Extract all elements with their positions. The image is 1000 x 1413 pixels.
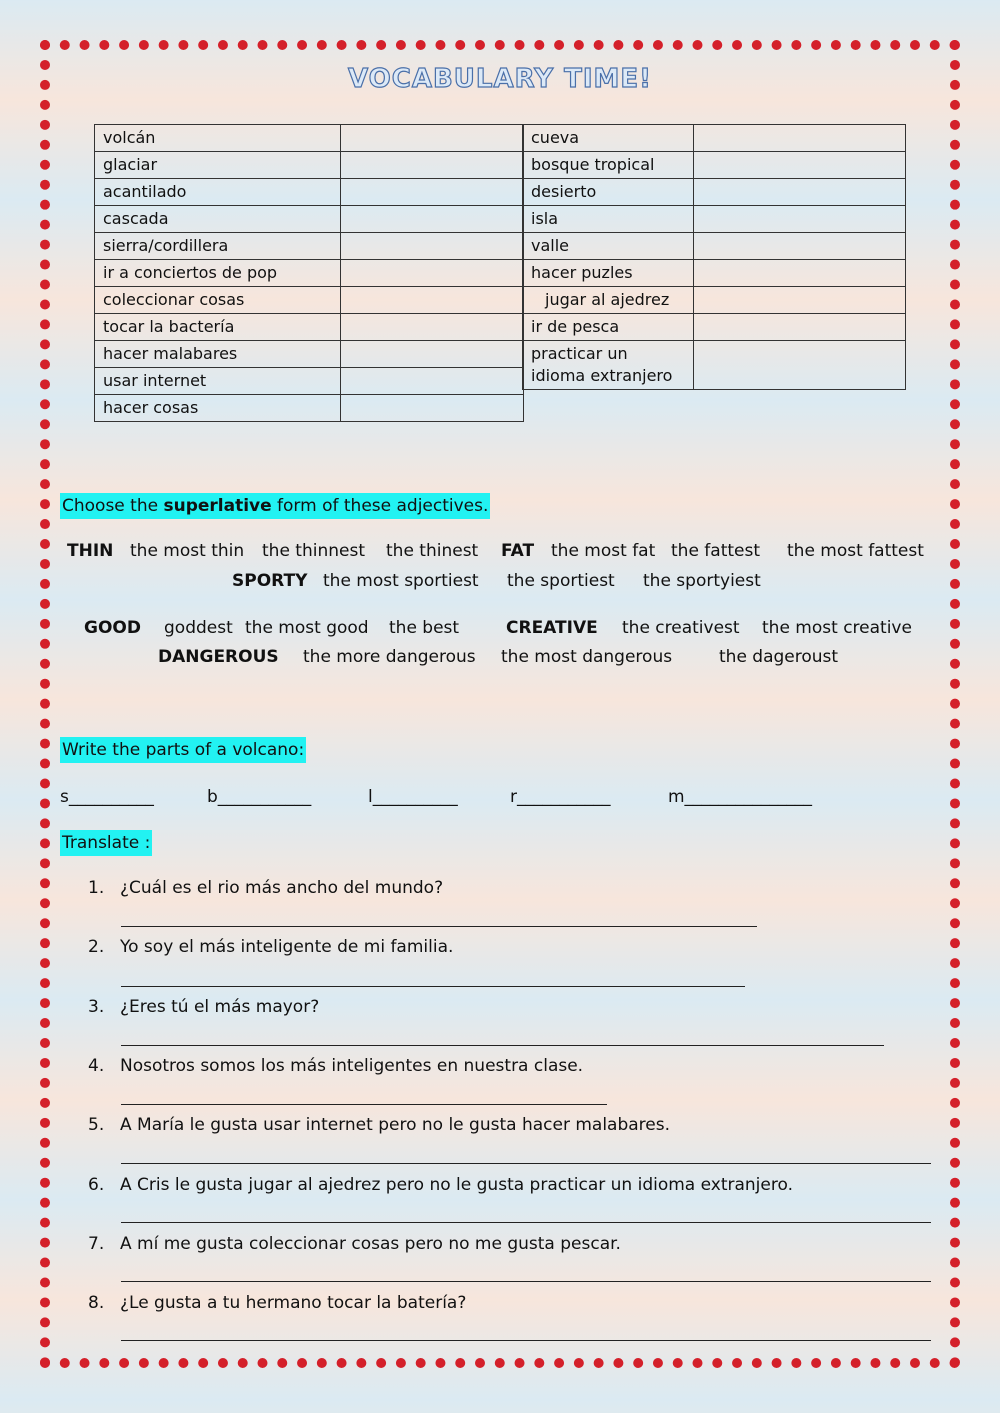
vocab-word: hacer malabares xyxy=(95,341,341,368)
answer-line[interactable] xyxy=(121,986,745,987)
list-item: 7. A mí me gusta coleccionar cosas pero no me gusta pescar. xyxy=(88,1234,621,1254)
adjective-good: GOOD xyxy=(84,618,141,638)
list-item: 8. ¿Le gusta a tu hermano tocar la batería? xyxy=(88,1293,467,1313)
answer-cell[interactable] xyxy=(341,206,524,233)
vocab-word: ir de pesca xyxy=(523,314,694,341)
answer-cell[interactable] xyxy=(694,206,906,233)
answer-line[interactable] xyxy=(121,1222,931,1223)
table-row xyxy=(523,260,906,287)
volcano-blank[interactable]: r___________ xyxy=(510,787,611,807)
volcano-blank[interactable]: l__________ xyxy=(368,787,458,807)
list-item: 6. A Cris le gusta jugar al ajedrez pero no le gusta practicar un idioma extranjero. xyxy=(88,1175,793,1195)
vocab-word: bosque tropical xyxy=(523,152,694,179)
option[interactable]: the sportyiest xyxy=(643,571,761,591)
list-item: 1. ¿Cuál es el rio más ancho del mundo? xyxy=(88,878,444,898)
option[interactable]: the most sportiest xyxy=(323,571,479,591)
table-row xyxy=(95,125,524,152)
option[interactable]: the most fattest xyxy=(787,541,924,561)
superlative-instruction: Choose the superlative form of these adjectives. xyxy=(60,493,490,519)
answer-cell[interactable] xyxy=(341,152,524,179)
answer-cell[interactable] xyxy=(341,260,524,287)
adjective-fat: FAT xyxy=(501,541,535,561)
list-item: 4. Nosotros somos los más inteligentes en nuestra clase. xyxy=(88,1056,584,1076)
answer-line[interactable] xyxy=(121,1163,931,1164)
answer-cell[interactable] xyxy=(694,287,906,314)
vocab-word: hacer puzles xyxy=(523,260,694,287)
answer-cell[interactable] xyxy=(694,125,906,152)
page-title: VOCABULARY TIME! xyxy=(348,64,652,94)
vocab-word: isla xyxy=(523,206,694,233)
table-row xyxy=(95,368,524,395)
table-row xyxy=(95,260,524,287)
adjective-creative: CREATIVE xyxy=(506,618,598,638)
list-item: 2. Yo soy el más inteligente de mi familia. xyxy=(88,937,454,957)
option[interactable]: the creativest xyxy=(622,618,740,638)
option[interactable]: the best xyxy=(389,618,460,638)
vocab-word: cueva xyxy=(523,125,694,152)
volcano-instruction: Write the parts of a volcano: xyxy=(60,737,306,763)
vocab-word: volcán xyxy=(95,125,341,152)
volcano-blank[interactable]: b___________ xyxy=(207,787,312,807)
volcano-blank[interactable]: m_______________ xyxy=(668,787,813,807)
table-row xyxy=(95,314,524,341)
option[interactable]: the fattest xyxy=(671,541,761,561)
option[interactable]: the thinnest xyxy=(262,541,365,561)
option[interactable]: the sportiest xyxy=(507,571,615,591)
table-row xyxy=(95,341,524,368)
answer-cell[interactable] xyxy=(694,341,906,390)
vocab-word: hacer cosas xyxy=(95,395,341,422)
adjective-dangerous: DANGEROUS xyxy=(158,647,279,667)
vocab-word: valle xyxy=(523,233,694,260)
vocab-word: cascada xyxy=(95,206,341,233)
answer-line[interactable] xyxy=(121,1340,931,1341)
table-row xyxy=(95,152,524,179)
answer-line[interactable] xyxy=(121,1281,931,1282)
table-row xyxy=(523,341,906,390)
answer-cell[interactable] xyxy=(341,179,524,206)
answer-cell[interactable] xyxy=(694,179,906,206)
answer-cell[interactable] xyxy=(341,287,524,314)
table-row xyxy=(523,287,906,314)
table-row xyxy=(523,233,906,260)
vocab-word: desierto xyxy=(523,179,694,206)
option[interactable]: the thinest xyxy=(386,541,479,561)
answer-cell[interactable] xyxy=(694,260,906,287)
answer-cell[interactable] xyxy=(694,233,906,260)
answer-line[interactable] xyxy=(121,1045,884,1046)
answer-cell[interactable] xyxy=(694,152,906,179)
option[interactable]: goddest xyxy=(164,618,233,638)
translate-instruction: Translate : xyxy=(60,830,152,856)
option[interactable]: the more dangerous xyxy=(303,647,476,667)
vocab-word: coleccionar cosas xyxy=(95,287,341,314)
table-row xyxy=(523,179,906,206)
option[interactable]: the most fat xyxy=(551,541,656,561)
vocab-word: sierra/cordillera xyxy=(95,233,341,260)
option[interactable]: the most thin xyxy=(130,541,245,561)
list-item: 5. A María le gusta usar internet pero no le gusta hacer malabares. xyxy=(88,1115,671,1135)
vocab-word: practicar un idioma extranjero xyxy=(523,341,694,390)
table-row xyxy=(523,206,906,233)
answer-cell[interactable] xyxy=(341,314,524,341)
table-row xyxy=(95,233,524,260)
vocab-word: ir a conciertos de pop xyxy=(95,260,341,287)
adjective-sporty: SPORTY xyxy=(232,571,308,591)
option[interactable]: the most good xyxy=(245,618,369,638)
option[interactable]: the most creative xyxy=(762,618,912,638)
table-row xyxy=(95,395,524,422)
answer-cell[interactable] xyxy=(341,368,524,395)
option[interactable]: the most dangerous xyxy=(501,647,673,667)
vocab-word: jugar al ajedrez xyxy=(523,287,694,314)
answer-line[interactable] xyxy=(121,1104,607,1105)
answer-cell[interactable] xyxy=(341,395,524,422)
table-row xyxy=(95,206,524,233)
vocab-word: tocar la bactería xyxy=(95,314,341,341)
table-row xyxy=(95,179,524,206)
answer-line[interactable] xyxy=(121,926,757,927)
vocab-table-left xyxy=(94,124,524,422)
volcano-blank[interactable]: s__________ xyxy=(60,787,154,807)
vocab-word: acantilado xyxy=(95,179,341,206)
vocab-table-right xyxy=(522,124,906,390)
answer-cell[interactable] xyxy=(694,314,906,341)
answer-cell[interactable] xyxy=(341,233,524,260)
option[interactable]: the dageroust xyxy=(719,647,839,667)
list-item: 3. ¿Eres tú el más mayor? xyxy=(88,997,320,1017)
vocab-word: glaciar xyxy=(95,152,341,179)
table-row xyxy=(95,287,524,314)
vocab-word: usar internet xyxy=(95,368,341,395)
answer-cell[interactable] xyxy=(341,341,524,368)
table-row xyxy=(523,125,906,152)
table-row xyxy=(523,314,906,341)
answer-cell[interactable] xyxy=(341,125,524,152)
adjective-thin: THIN xyxy=(67,541,114,561)
table-row xyxy=(523,152,906,179)
